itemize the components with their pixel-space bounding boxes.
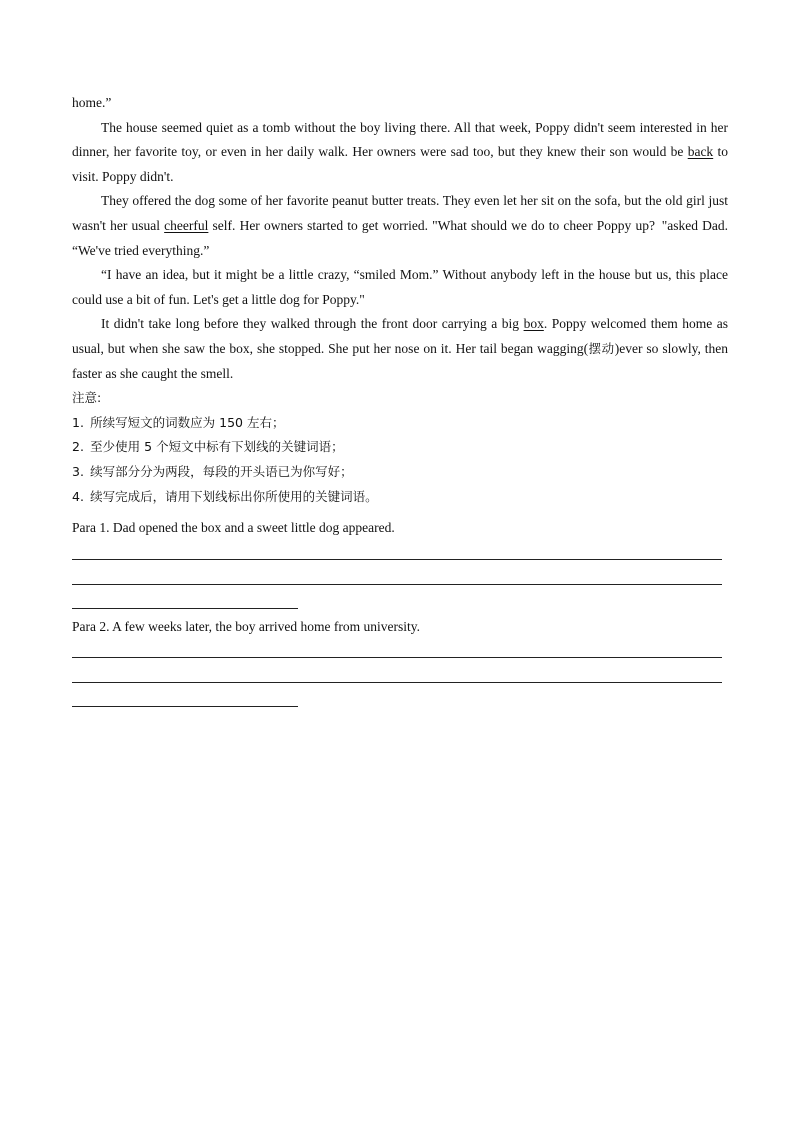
paragraph-1-end: to visit. Poppy didn't. (72, 144, 728, 184)
passage-line-home: home.” (72, 95, 112, 110)
paragraph-2-text-b: self. Her owners started to get worried. "What should we do to cheer Poppy up? "asked Dad. “We've tried everything.” (72, 217, 728, 258)
paragraph-4-chinese-gloss: 摆动 (588, 340, 615, 356)
note-item-4: 4. 续写完成后，请用下划线标出你所使用的关键词语。 (72, 488, 378, 504)
keyword-back: back (687, 144, 714, 160)
notes-heading: 注意: (72, 390, 102, 406)
passage-paragraph-3: “I have an idea, but it might be a little crazy, “smiled Mom.” Without anybody left in the house but us, this place could use a bit of fun. Let's get a little dog for Poppy." (72, 267, 728, 307)
keyword-cheerful: cheerful (164, 217, 209, 233)
paragraph-1-text: The house seemed quiet as a tomb without the boy living there. All that week, Poppy didn't seem interested in her dinner, her favorite toy, or even in her daily walk. Her owners were sad too, but they knew their son would be (72, 119, 728, 160)
passage-paragraph-1 (72, 116, 728, 190)
para-2-answer-line-1[interactable] (72, 657, 722, 658)
note-item-1: 1. 所续写短文的词数应为 150 左右； (72, 414, 285, 430)
passage-paragraph-2 (72, 189, 728, 263)
paragraph-4-text-a: It didn't take long before they walked through the front door carrying a big (101, 316, 524, 332)
paragraph-4-text-c: )ever so slowly, then faster as she caught the smell. (72, 340, 728, 381)
passage-paragraph-4 (72, 312, 728, 386)
para-1-answer-line-2[interactable] (72, 584, 722, 585)
note-item-3: 3. 续写部分分为两段，每段的开头语已为你写好； (72, 463, 353, 479)
paragraph-4-text-b: . Poppy welcomed them home as usual, but when she saw the box, she stopped. She put her nose on it. Her tail began wagging( (72, 316, 729, 356)
para-1-label: Para 1. Dad opened the box and a sweet little dog appeared. (72, 520, 395, 535)
paragraph-2-text-a: They offered the dog some of her favorite peanut butter treats. They even let her sit on the sofa, but the old girl just wasn't her usual (72, 193, 728, 233)
para-2-answer-line-3[interactable] (72, 706, 298, 707)
para-1-answer-line-1[interactable] (72, 559, 722, 560)
note-item-2: 2. 至少使用 5 个短文中标有下划线的关键词语； (72, 439, 344, 455)
para-2-label: Para 2. A few weeks later, the boy arrived home from university. (72, 619, 420, 634)
para-1-answer-line-3[interactable] (72, 608, 298, 609)
passage-body (72, 91, 728, 509)
para-2-answer-line-2[interactable] (72, 682, 722, 683)
keyword-box: box (523, 316, 544, 332)
